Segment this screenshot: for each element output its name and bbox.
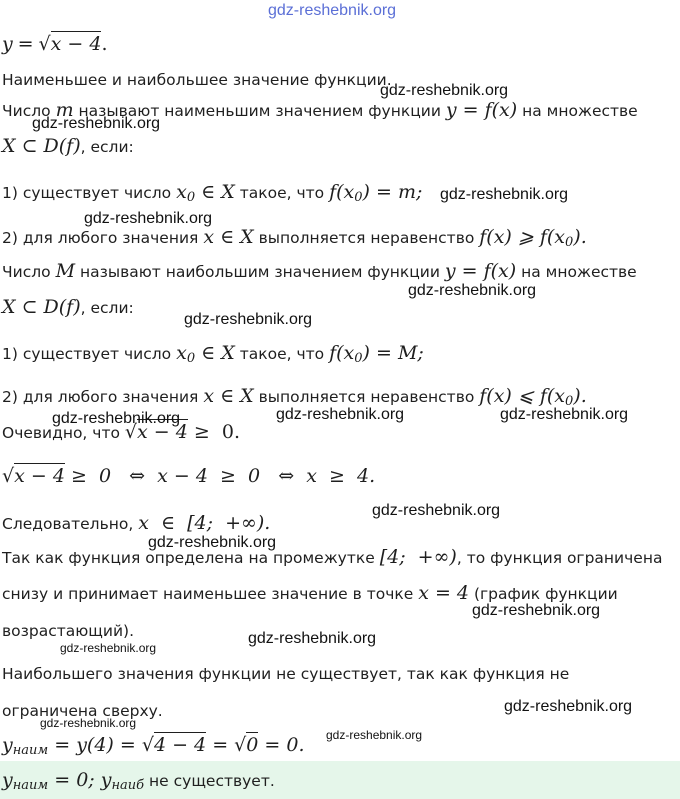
calc-line: $y_{наим} = y(4) = √4 - 4 = √0 = 0$.	[2, 734, 305, 758]
watermark-top: gdz-reshebnik.org	[268, 2, 397, 19]
function-line: y = √x − 4.	[2, 33, 108, 55]
equivalence-chain: √x − 4 ≥ 0 ⇔ x − 4 ≥ 0 ⇔ x ≥ 4.	[2, 465, 376, 487]
nomax-line-2: ограничена сверху.	[2, 702, 163, 720]
therefore-line: Следовательно, x ∈ [4; +∞).	[2, 512, 271, 534]
watermark: gdz-reshebnik.org	[472, 602, 601, 619]
since-line-1: Так как функция определена на промежутке [4; +∞), то функция ограничена	[2, 546, 663, 568]
min-def-set: X ⊂ D(f), если:	[2, 135, 134, 157]
max-def-set: X ⊂ D(f), если:	[2, 296, 134, 318]
obvious-line: Очевидно, что √x − 4 ≥ 0.	[2, 421, 240, 443]
watermark: gdz-reshebnik.org	[40, 716, 137, 730]
max-def-line: Число M называют наибольшим значением функции y = f(x) на множестве	[2, 260, 637, 282]
sqrt-icon: √	[141, 734, 154, 756]
nomax-line-1: Наибольшего значения функции не существует, так как функция не	[2, 665, 570, 683]
watermark: gdz-reshebnik.org	[84, 210, 213, 227]
min-cond-2: 2) для любого значения x ∈ X выполняется неравенство f(x) ⩾ $f(x_0)$.	[2, 226, 587, 250]
watermark: gdz-reshebnik.org	[148, 534, 277, 551]
sqrt-icon: √	[38, 33, 51, 55]
watermark: gdz-reshebnik.org	[372, 502, 501, 519]
watermark: gdz-reshebnik.org	[60, 641, 157, 655]
watermark: gdz-reshebnik.org	[248, 630, 377, 647]
min-cond-1: 1) существует число $x_0$ ∈ X такое, что $f(x_0) = m$;	[2, 181, 423, 205]
sqrt-icon: √	[234, 734, 247, 756]
watermark: gdz-reshebnik.org	[500, 406, 629, 423]
watermark: gdz-reshebnik.org	[408, 282, 537, 299]
section-heading: Наименьшее и наибольшее значение функции.	[2, 71, 392, 89]
watermark: gdz-reshebnik.org	[52, 410, 181, 427]
answer-line: $y_{наим} = 0$; $y_{наиб}$ не существует.	[2, 769, 275, 793]
watermark: gdz-reshebnik.org	[440, 186, 569, 203]
since-line-2: снизу и принимает наименьшее значение в точке x = 4 (график функции	[2, 582, 618, 604]
max-cond-1: 1) существует число $x_0$ ∈ X такое, что $f(x_0) = M$;	[2, 342, 424, 366]
sqrt-icon: √	[2, 465, 15, 487]
watermark: gdz-reshebnik.org	[276, 406, 405, 423]
max-cond-2: 2) для любого значения x ∈ X выполняется неравенство f(x) ⩽ $f(x_0)$.	[2, 385, 587, 409]
watermark: gdz-reshebnik.org	[504, 698, 633, 715]
since-line-3: возрастающий).	[2, 622, 135, 640]
watermark: gdz-reshebnik.org	[32, 115, 161, 132]
watermark: gdz-reshebnik.org	[184, 311, 313, 328]
sqrt-icon: √	[124, 421, 138, 443]
min-def-line: Число m называют наименьшим значением функции y = f(x) на множестве	[2, 99, 638, 121]
watermark: gdz-reshebnik.org	[326, 728, 423, 742]
watermark: gdz-reshebnik.org	[380, 82, 509, 99]
